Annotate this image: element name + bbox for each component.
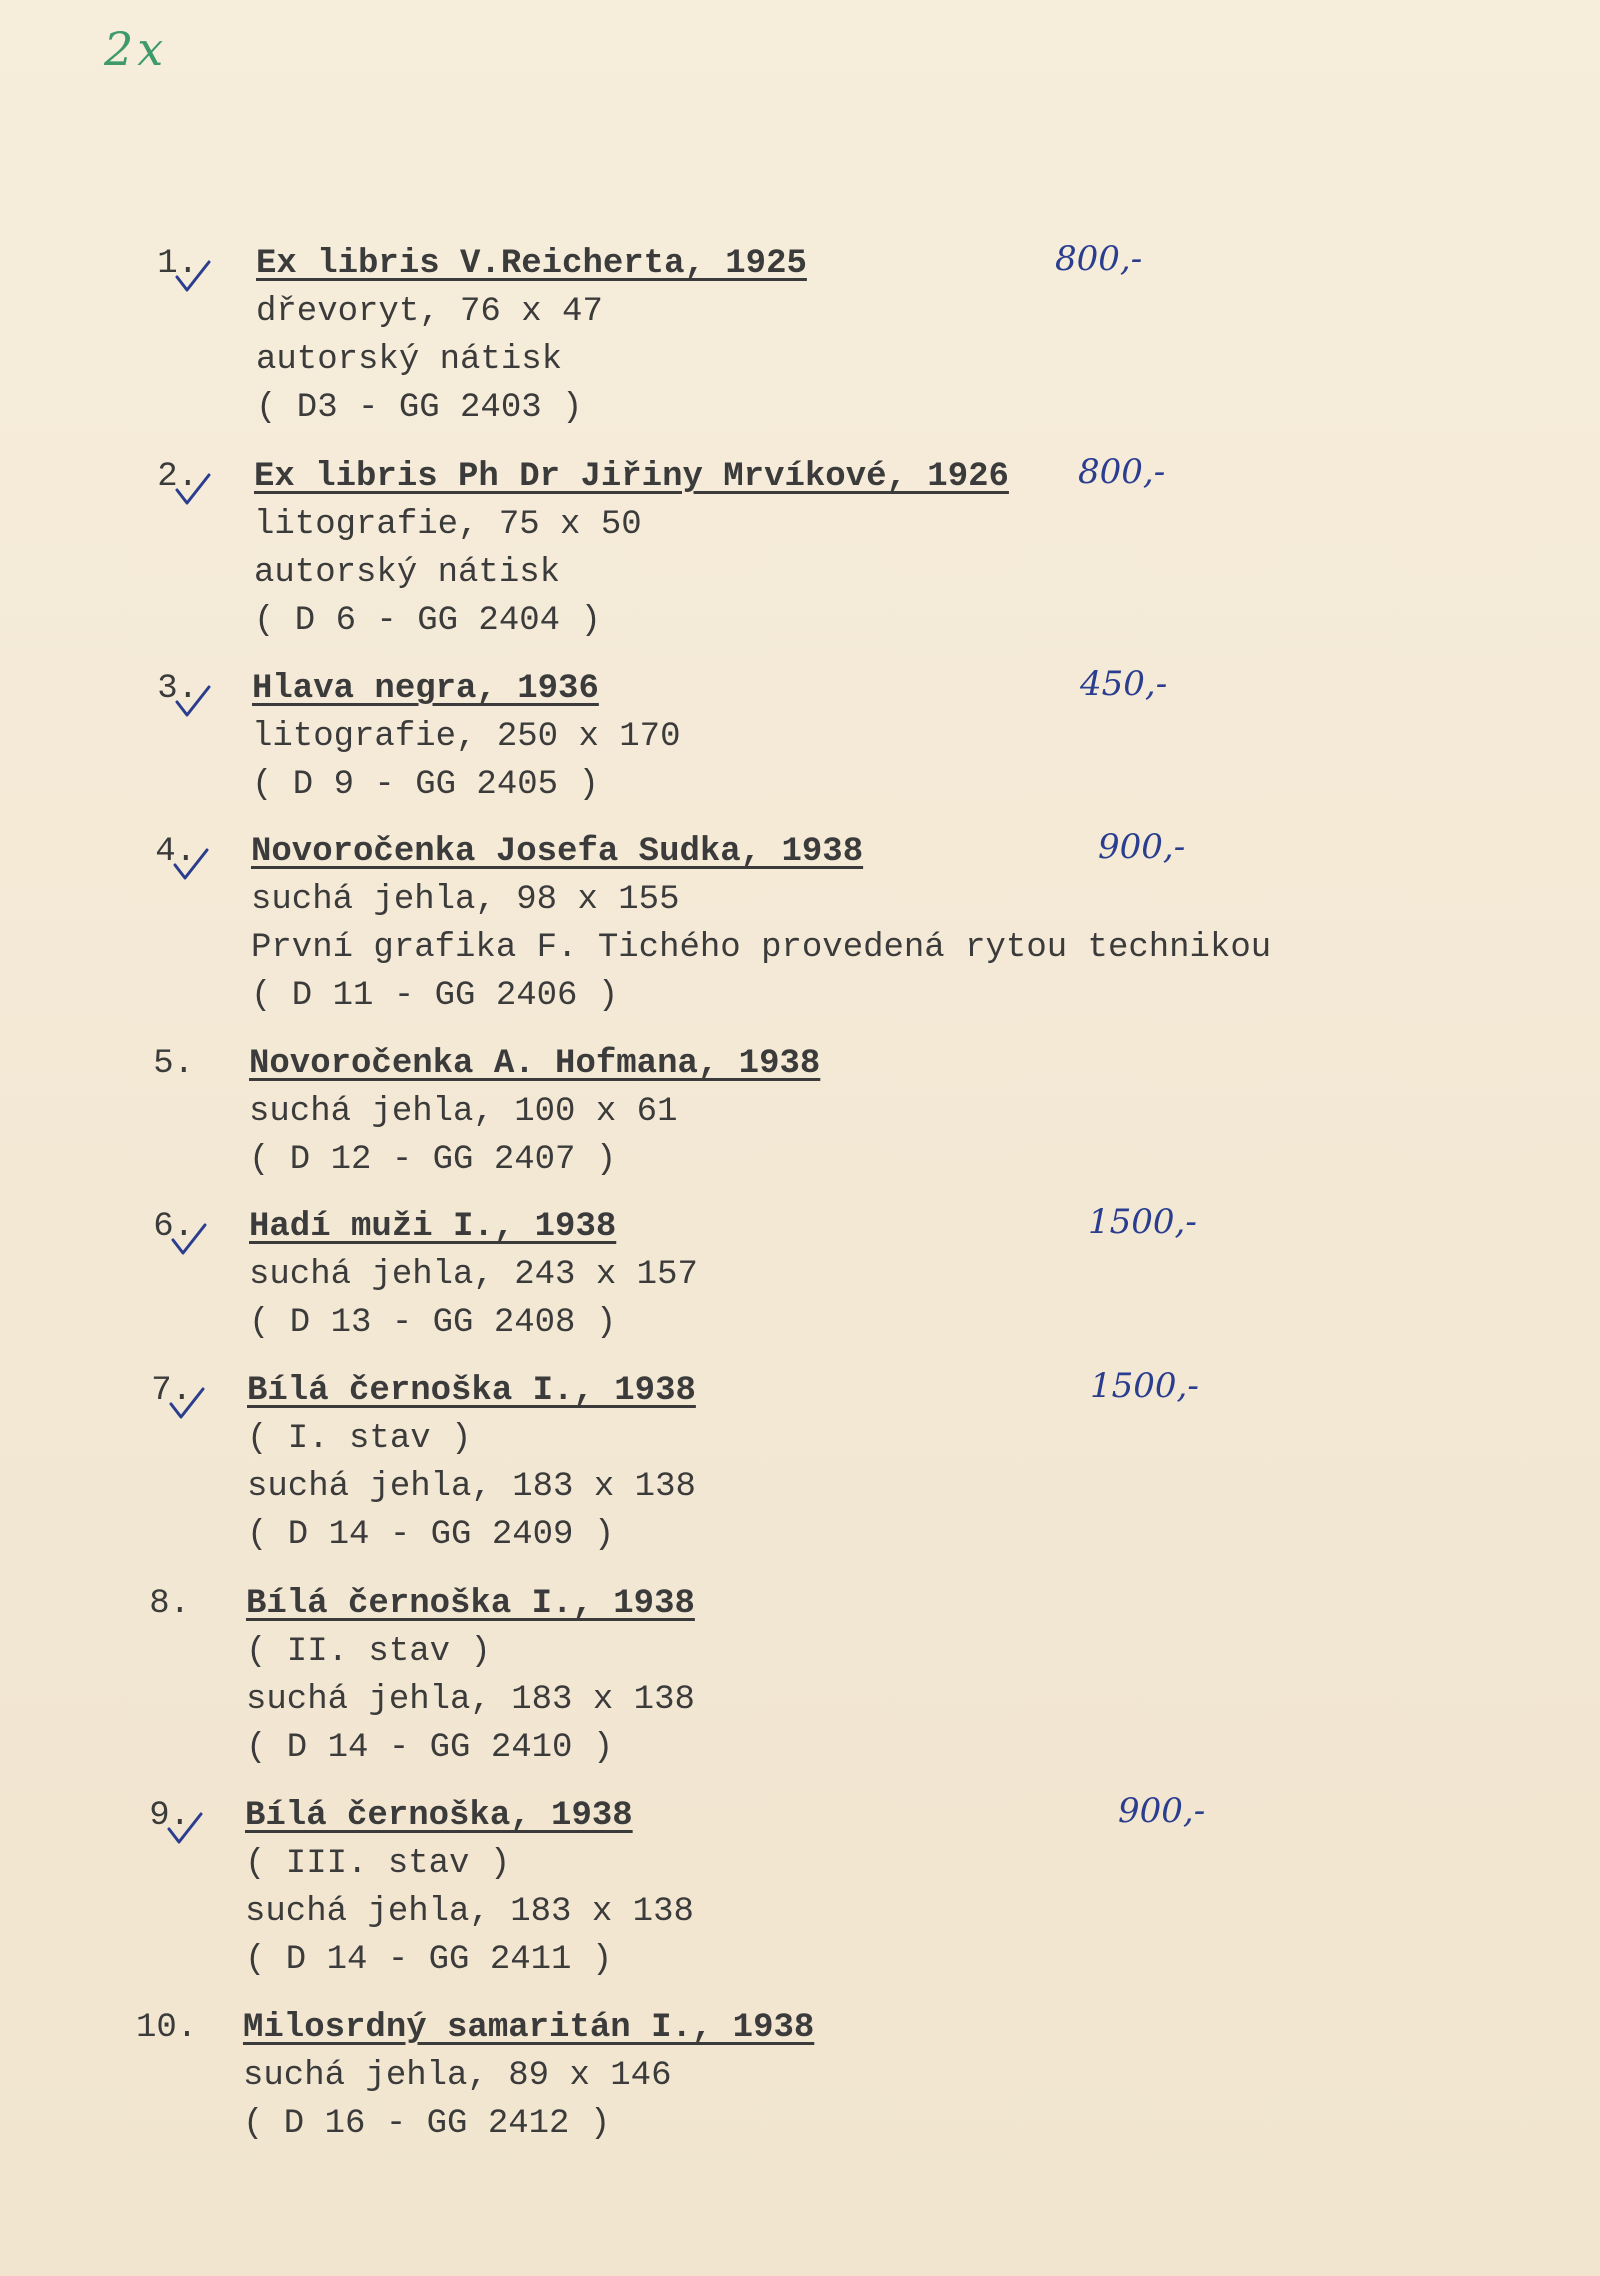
- entry-title: Novoročenka Josefa Sudka, 1938: [251, 833, 864, 871]
- entry-number: 10.: [136, 2009, 198, 2047]
- entry-number: 3.: [157, 670, 198, 708]
- entry-number: 1.: [157, 245, 198, 283]
- entry-detail-line: ( D 16 - GG 2412 ): [243, 2105, 611, 2143]
- entry-detail-line: suchá jehla, 100 x 61: [249, 1093, 678, 1131]
- entry-title: Ex libris Ph Dr Jiřiny Mrvíkové, 1926: [254, 458, 1009, 496]
- entry-number: 8.: [149, 1585, 190, 1623]
- entry-number: 6.: [153, 1208, 194, 1246]
- entry-detail-line: suchá jehla, 98 x 155: [251, 881, 680, 919]
- entry-detail-line: litografie, 250 x 170: [252, 718, 681, 756]
- entry-number: 9.: [149, 1797, 190, 1835]
- entry-title: Hadí muži I., 1938: [249, 1208, 617, 1246]
- entry-detail-line: ( D 13 - GG 2408 ): [249, 1304, 617, 1342]
- checkmark-icon: [168, 1386, 206, 1420]
- entry-title: Bílá černoška I., 1938: [247, 1372, 696, 1410]
- entry-title: Ex libris V.Reicherta, 1925: [256, 245, 807, 283]
- entry-title: Hlava negra, 1936: [252, 670, 599, 708]
- entry-detail-line: ( D 9 - GG 2405 ): [252, 766, 599, 804]
- entry-detail-line: ( III. stav ): [245, 1845, 511, 1883]
- entry-detail-line: ( I. stav ): [247, 1420, 472, 1458]
- checkmark-icon: [172, 847, 210, 881]
- handwritten-price: 900,-: [1098, 827, 1186, 867]
- entry-detail-line: ( II. stav ): [246, 1633, 491, 1671]
- checkmark-icon: [170, 1222, 208, 1256]
- checkmark-icon: [166, 1811, 204, 1845]
- entry-title: Bílá černoška, 1938: [245, 1797, 633, 1835]
- handwritten-price: 800,-: [1078, 452, 1166, 492]
- entry-detail-line: ( D 11 - GG 2406 ): [251, 977, 619, 1015]
- entry-detail-line: První grafika F. Tichého provedená rytou technikou: [251, 929, 1272, 967]
- entry-detail-line: suchá jehla, 183 x 138: [245, 1893, 694, 1931]
- entry-title: Milosrdný samaritán I., 1938: [243, 2009, 815, 2047]
- entry-detail-line: autorský nátisk: [256, 341, 563, 379]
- handwritten-price: 450,-: [1080, 664, 1168, 704]
- checkmark-icon: [174, 472, 212, 506]
- checkmark-icon: [174, 259, 212, 293]
- entry-number: 5.: [153, 1045, 194, 1083]
- entry-detail-line: ( D 14 - GG 2409 ): [247, 1516, 615, 1554]
- entry-detail-line: suchá jehla, 243 x 157: [249, 1256, 698, 1294]
- checkmark-icon: [174, 684, 212, 718]
- entry-detail-line: suchá jehla, 89 x 146: [243, 2057, 672, 2095]
- entry-detail-line: ( D 12 - GG 2407 ): [249, 1141, 617, 1179]
- entry-number: 2.: [157, 458, 198, 496]
- handwritten-price: 900,-: [1118, 1791, 1206, 1831]
- handwritten-price: 1500,-: [1088, 1202, 1197, 1242]
- corner-note: 2x: [104, 22, 168, 76]
- entry-detail-line: suchá jehla, 183 x 138: [246, 1681, 695, 1719]
- entry-detail-line: ( D 14 - GG 2411 ): [245, 1941, 613, 1979]
- entry-detail-line: suchá jehla, 183 x 138: [247, 1468, 696, 1506]
- entry-detail-line: dřevoryt, 76 x 47: [256, 293, 603, 331]
- entry-detail-line: ( D3 - GG 2403 ): [256, 389, 583, 427]
- entry-detail-line: ( D 14 - GG 2410 ): [246, 1729, 614, 1767]
- entry-number: 4.: [155, 833, 196, 871]
- entry-title: Novoročenka A. Hofmana, 1938: [249, 1045, 821, 1083]
- handwritten-price: 800,-: [1055, 239, 1143, 279]
- entry-detail-line: autorský nátisk: [254, 554, 561, 592]
- entry-detail-line: ( D 6 - GG 2404 ): [254, 602, 601, 640]
- entry-detail-line: litografie, 75 x 50: [254, 506, 642, 544]
- handwritten-price: 1500,-: [1090, 1366, 1199, 1406]
- entry-number: 7.: [151, 1372, 192, 1410]
- entry-title: Bílá černoška I., 1938: [246, 1585, 695, 1623]
